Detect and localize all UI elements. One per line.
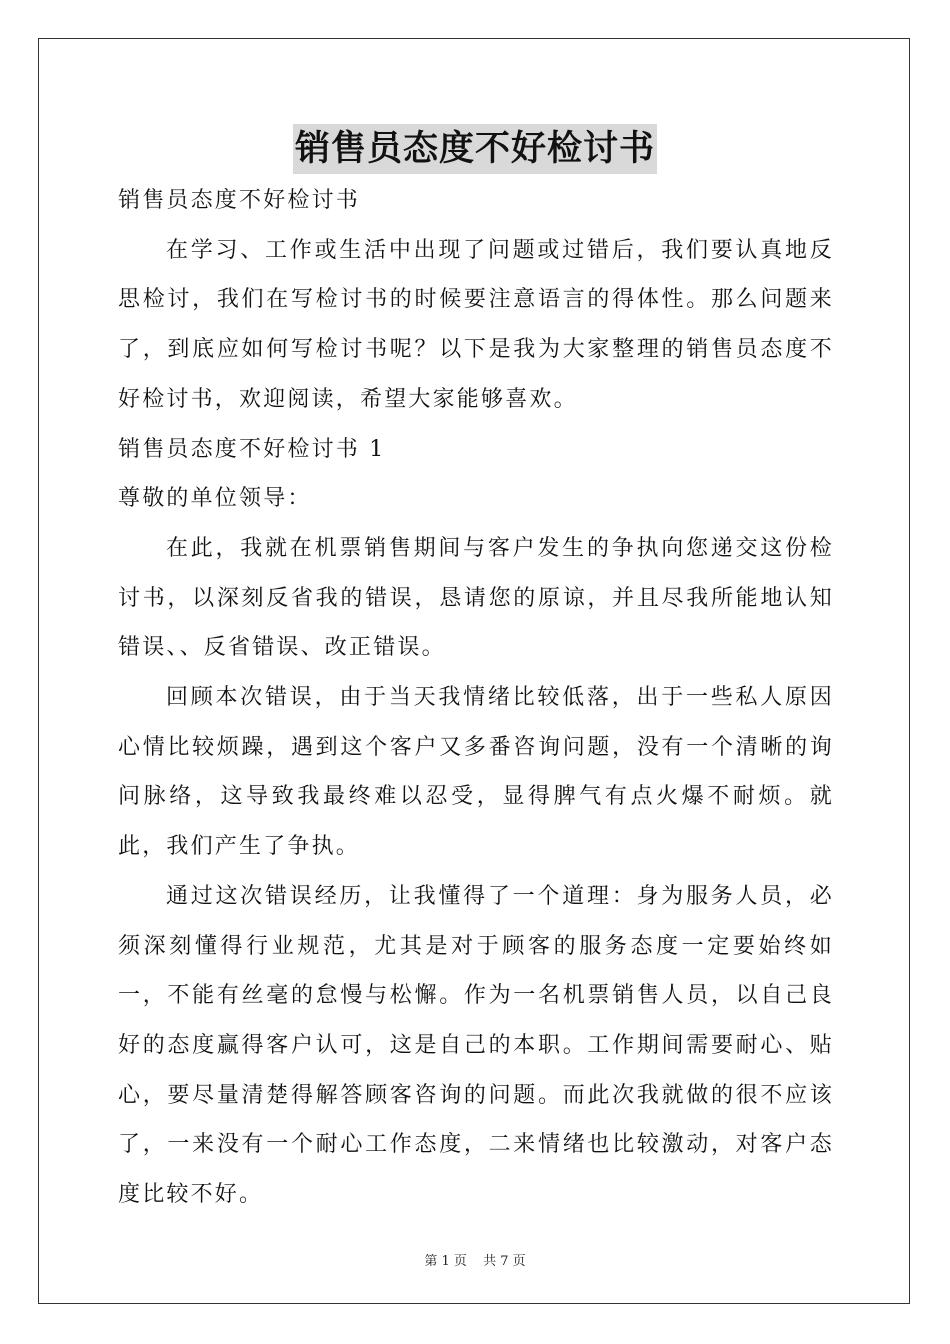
body-paragraph-2: 回顾本次错误，由于当天我情绪比较低落，出于一些私人原因心情比较烦躁，遇到这个客户又多番咨询问题，没有一个清晰的询问脉络，这导致我最终难以忍受，显得脾气有点火爆不耐烦。就此，我们产生了争执。 (118, 685, 834, 860)
page-footer (0, 1250, 950, 1269)
body-paragraph-3: 通过这次错误经历，让我懂得了一个道理：身为服务人员，必须深刻懂得行业规范，尤其是对于顾客的服务态度一定要始终如一，不能有丝毫的怠慢与松懈。作为一名机票销售人员，以自己良好的态度赢得客户认可，这是自己的本职。工作期间需要耐心、贴心，要尽量清楚得解答顾客咨询的问题。而此次我就做的很不应该了，一来没有一个耐心工作态度，二来情绪也比较激动，对客户态度比较不好。 (118, 883, 834, 1208)
intro-paragraph: 在学习、工作或生活中出现了问题或过错后，我们要认真地反思检讨，我们在写检讨书的时候要注意语言的得体性。那么问题来了，到底应如何写检讨书呢？以下是我为大家整理的销售员态度不好检讨书，欢迎阅读，希望大家能够喜欢。 (118, 237, 834, 412)
page-number: 第 1 页 (424, 1254, 467, 1269)
body-paragraph-1: 在此，我就在机票销售期间与客户发生的争执向您递交这份检讨书，以深刻反省我的错误，恳请您的原谅，并且尽我所能地认知错误、、反省错误、改正错误。 (118, 535, 834, 661)
page-total: 共 7 页 (483, 1254, 526, 1269)
document-subtitle: 销售员态度不好检讨书 (118, 188, 361, 213)
title-wrapper (0, 124, 950, 174)
document-body (118, 176, 834, 1220)
section-heading: 销售员态度不好检讨书 1 (118, 436, 386, 462)
salutation: 尊敬的单位领导： (118, 486, 312, 512)
document-title: 销售员态度不好检讨书 (293, 124, 657, 174)
